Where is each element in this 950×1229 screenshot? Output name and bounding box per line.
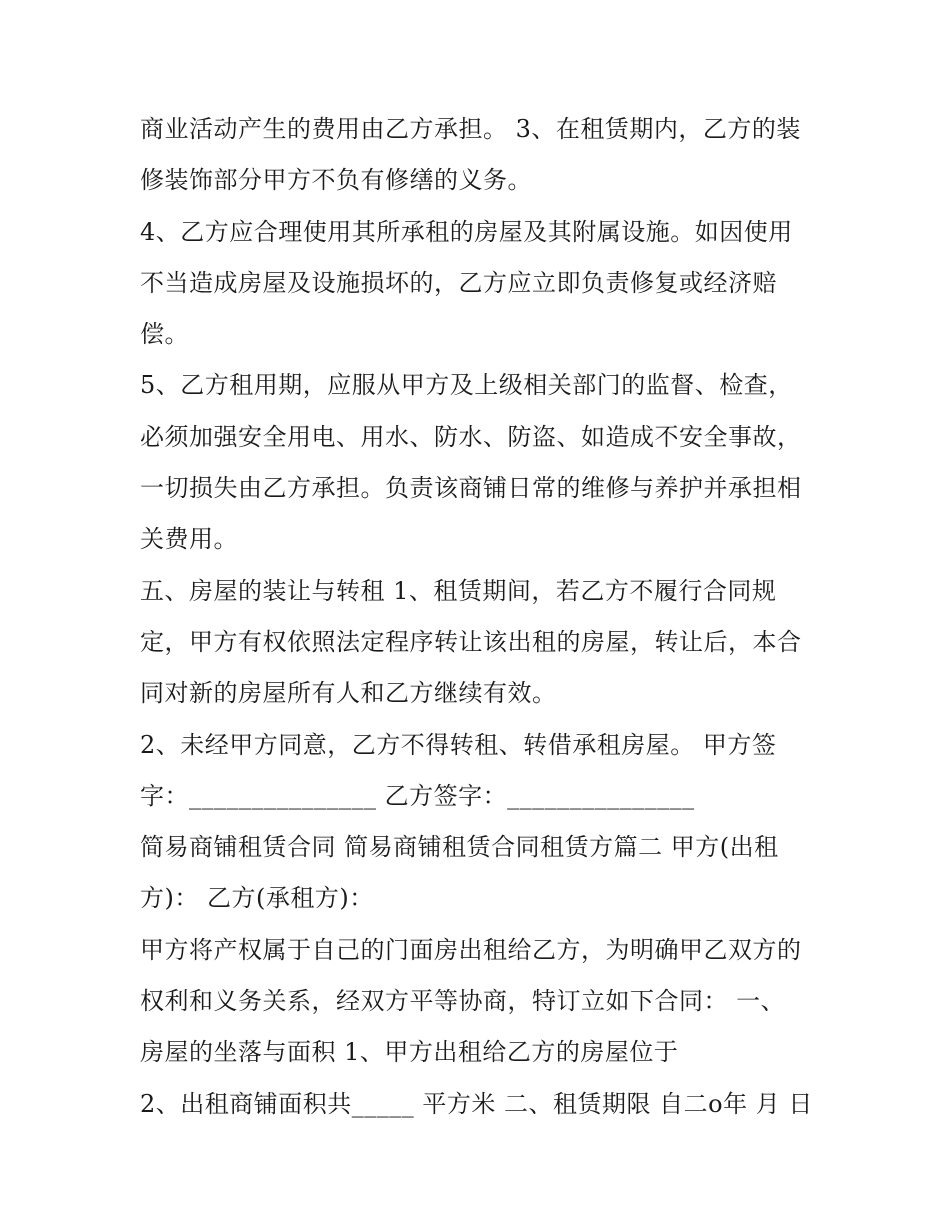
text-line: 权利和义务关系，经双方平等协商，特订立如下合同： 一、 <box>140 987 786 1016</box>
text-line: 房屋的坐落与面积 1、甲方出租给乙方的房屋位于 <box>140 1038 679 1067</box>
text-line: 同对新的房屋所有人和乙方继续有效。 <box>140 679 557 708</box>
text-line: 简易商铺租赁合同 简易商铺租赁合同租赁方篇二 甲方(出租 <box>140 833 779 862</box>
text-line: 2、未经甲方同意，乙方不得转租、转借承租房屋。 甲方签 <box>140 730 777 759</box>
text-line: 一切损失由乙方承担。负责该商铺日常的维修与养护并承担相 <box>140 474 802 503</box>
text-line: 偿。 <box>140 320 189 349</box>
text-line: 关费用。 <box>140 525 238 554</box>
text-line: 商业活动产生的费用由乙方承担。 3、在租赁期内，乙方的装 <box>140 115 801 143</box>
text-line: 定，甲方有权依照法定程序转让该出租的房屋，转让后，本合 <box>140 627 802 656</box>
text-line: 5、乙方租用期，应服从甲方及上级相关部门的监督、检查， <box>140 371 793 400</box>
text-line: 甲方将产权属于自己的门面房出租给乙方，为明确甲乙双方的 <box>140 935 802 964</box>
text-line: 不当造成房屋及设施损坏的，乙方应立即负责修复或经济赔 <box>140 268 777 297</box>
text-line: 4、乙方应合理使用其所承租的房屋及其附属设施。如因使用 <box>140 217 793 246</box>
text-line: 五、房屋的装让与转租 1、租赁期间，若乙方不履行合同规 <box>140 576 777 605</box>
text-line: 修装饰部分甲方不负有修缮的义务。 <box>140 166 532 195</box>
document-body <box>140 104 820 1130</box>
text-line: 2、出租商铺面积共_____ 平方米 二、租赁期限 自二o年 月 日 <box>140 1089 813 1118</box>
text-line: 方)： 乙方(承租方)： <box>140 884 374 913</box>
text-line: 必须加强安全用电、用水、防水、防盗、如造成不安全事故， <box>140 422 802 451</box>
signature-line: 字：_______________ 乙方签字：_______________ <box>140 781 695 810</box>
